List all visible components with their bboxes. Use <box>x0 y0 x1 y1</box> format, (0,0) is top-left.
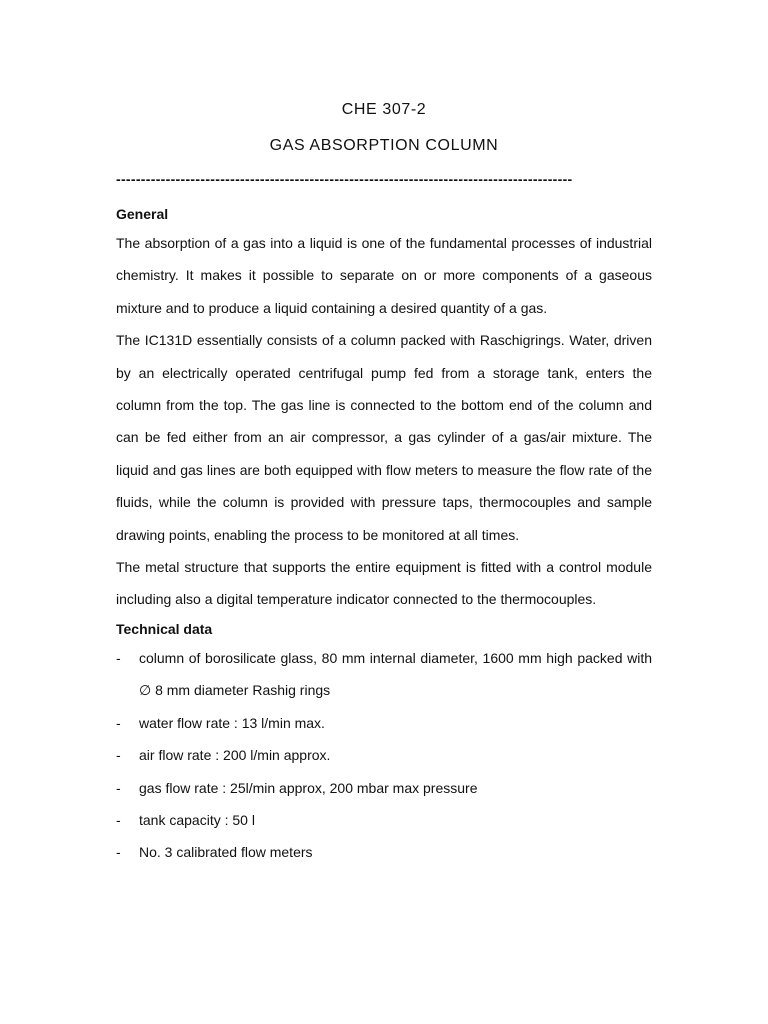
list-item-text: column of borosilicate glass, 80 mm internal diameter, 1600 mm high packed with ∅ 8 mm diameter Rashig rings <box>139 649 652 699</box>
bullet-dash: - <box>116 747 121 764</box>
list-item <box>116 836 652 868</box>
list-item-text: No. 3 calibrated flow meters <box>139 844 313 861</box>
paragraph: The absorption of a gas into a liquid is one of the fundamental processes of industrial chemistry. It makes it possible to separate on or more components of a gaseous mixture and to produce a liquid containing a desired quantity of a gas. <box>116 235 652 316</box>
paragraph: The IC131D essentially consists of a column packed with Raschigrings. Water, driven by an electrically operated centrifugal pump fed from a storage tank, enters the column from the top. The gas line is connected to the bottom end of the column and can be fed either from an air compressor, a gas cylinder of a gas/air mixture. The liquid and gas lines are both equipped with flow meters to measure the flow rate of the fluids, while the column is provided with pressure taps, thermocouples and sample drawing points, enabling the process to be monitored at all times. <box>116 332 652 543</box>
paragraph: The metal structure that supports the entire equipment is fitted with a control module including also a digital temperature indicator connected to the thermocouples. <box>116 559 652 608</box>
list-item <box>116 707 652 739</box>
list-item-text: water flow rate : 13 l/min max. <box>139 714 325 731</box>
document-title: GAS ABSORPTION COLUMN <box>269 137 499 154</box>
bullet-dash: - <box>116 649 121 666</box>
bullet-dash: - <box>116 844 121 861</box>
course-code: CHE 307-2 <box>341 101 427 118</box>
list-item-text: air flow rate : 200 l/min approx. <box>139 747 331 764</box>
section-heading-technical-data: Technical data <box>116 620 213 637</box>
list-item <box>116 804 652 836</box>
bullet-dash: - <box>116 811 121 828</box>
document-body <box>116 201 652 869</box>
technical-data-section <box>116 616 652 869</box>
divider-line: -------------------------------------------------------------------------------------------- <box>116 171 573 187</box>
list-item <box>116 772 652 804</box>
bullet-dash: - <box>116 714 121 731</box>
general-section <box>116 201 652 616</box>
section-heading-general: General <box>116 206 169 222</box>
bullet-dash: - <box>116 779 121 796</box>
list-item-text: gas flow rate : 25l/min approx, 200 mbar max pressure <box>139 779 478 796</box>
list-item <box>116 642 652 707</box>
technical-data-list <box>116 642 652 869</box>
list-item <box>116 739 652 771</box>
list-item-text: tank capacity : 50 l <box>139 811 255 828</box>
